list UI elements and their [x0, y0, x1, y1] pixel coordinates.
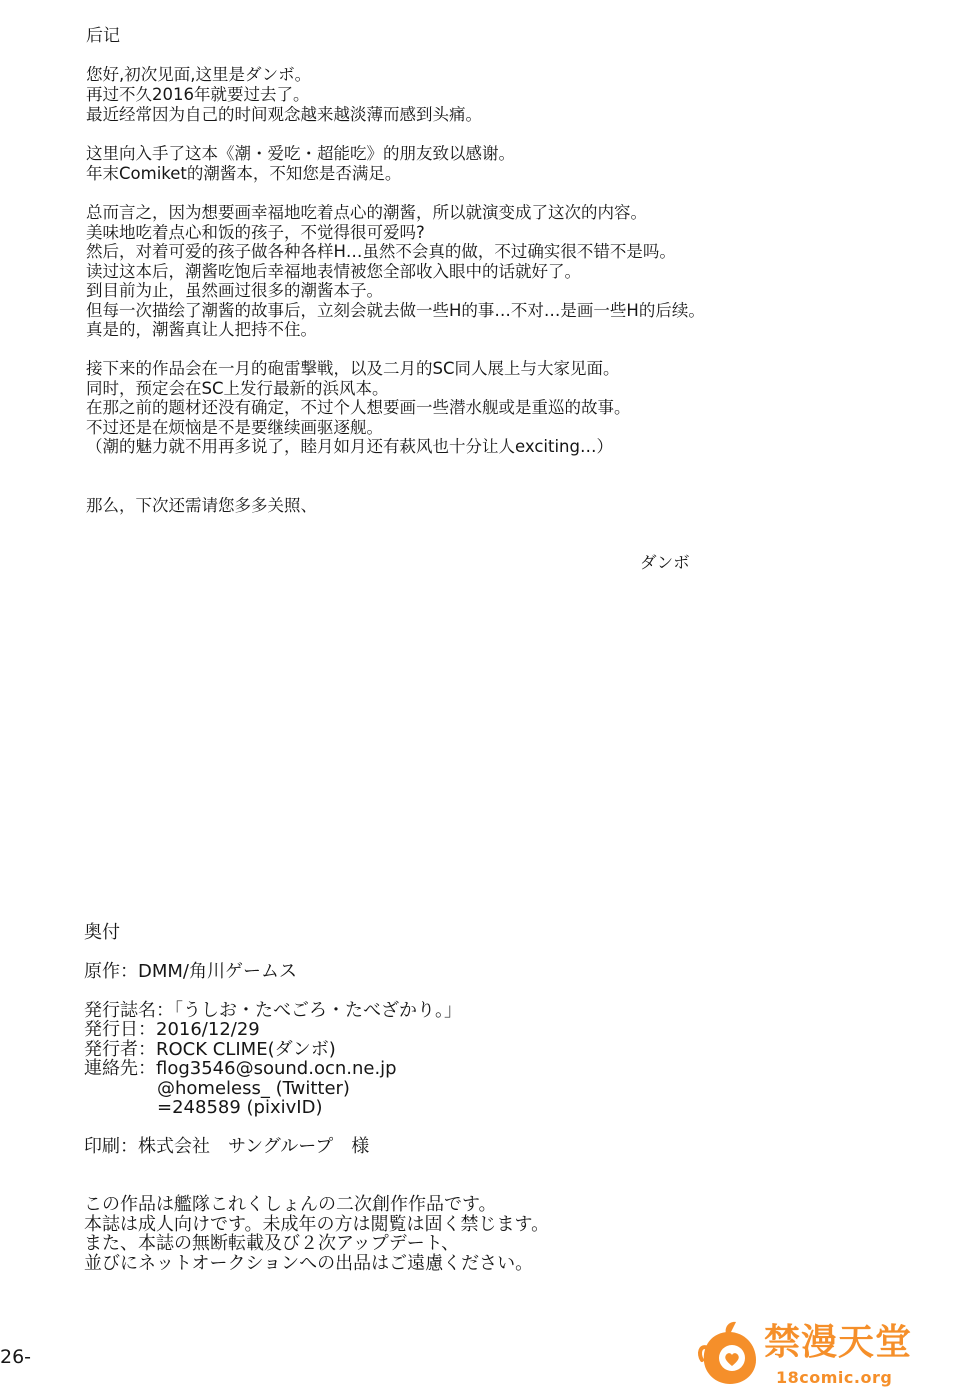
author-signature: ダンボ [640, 553, 690, 572]
afterword-line: 年末Comiket的潮酱本，不知您是否满足。 [86, 164, 402, 183]
afterword-line: 读过这本后，潮酱吃饱后幸福地表情被您全部收入眼中的话就好了。 [86, 262, 581, 281]
colophon-printer: 印刷：株式会社 サングループ 様 [84, 1136, 370, 1157]
afterword-line: （潮的魅力就不用再多说了，睦月如月还有萩风也十分让人exciting…） [86, 437, 613, 456]
colophon-date: 発行日：2016/12/29 [84, 1019, 260, 1040]
afterword-line: 真是的，潮酱真让人把持不住。 [86, 320, 317, 339]
colophon-notice: 本誌は成人向けです。未成年の方は閲覧は固く禁じます。 [84, 1214, 550, 1235]
colophon-publisher: 発行者：ROCK CLIME(ダンボ) [84, 1039, 336, 1060]
afterword-line: 到目前为止，虽然画过很多的潮酱本子。 [86, 281, 383, 300]
colophon-title: 発行誌名：「うしお・たべごろ・たべざかり。」 [84, 1000, 462, 1021]
colophon-notice: 並びにネットオークションへの出品はご遠慮ください。 [84, 1253, 534, 1274]
afterword-closing: 那么，下次还需请您多多关照、 [86, 496, 317, 515]
colophon-contact: 連絡先：flog3546@sound.ocn.ne.jp [84, 1058, 397, 1079]
colophon-original: 原作：DMM/角川ゲームス [84, 961, 297, 982]
watermark-title: 禁漫天堂 [764, 1322, 913, 1363]
page-number: 26- [0, 1346, 32, 1368]
afterword-line: 美味地吃着点心和饭的孩子，不觉得很可爱吗? [86, 223, 425, 242]
afterword-line: 在那之前的题材还没有确定，不过个人想要画一些潜水舰或是重巡的故事。 [86, 398, 631, 417]
afterword-line: 但每一次描绘了潮酱的故事后，立刻会就去做一些H的事…不对…是画一些H的后续。 [86, 301, 705, 320]
watermark-url: 18comic.org [776, 1368, 893, 1387]
watermark-logo-icon [696, 1318, 762, 1388]
colophon-pixiv: =248589 (pixivID) [157, 1097, 323, 1118]
colophon-notice: また、本誌の無断転載及び２次アップデート、 [84, 1233, 460, 1254]
afterword-line: 然后，对着可爱的孩子做各种各样H…虽然不会真的做，不过确实很不错不是吗。 [86, 242, 676, 261]
afterword-line: 接下来的作品会在一月的砲雷撃戦，以及二月的SC同人展上与大家见面。 [86, 359, 620, 378]
afterword-line: 总而言之，因为想要画幸福地吃着点心的潮酱，所以就演变成了这次的内容。 [86, 203, 647, 222]
afterword-line: 您好,初次见面,这里是ダンボ。 [86, 65, 312, 84]
colophon-notice: この作品は艦隊これくしょんの二次創作作品です。 [84, 1194, 497, 1215]
colophon-heading: 奥付 [84, 922, 120, 943]
afterword-line: 不过还是在烦恼是不是要继续画驱逐舰。 [86, 418, 383, 437]
colophon-twitter: @homeless_ (Twitter) [157, 1078, 350, 1099]
afterword-line: 再过不久2016年就要过去了。 [86, 85, 310, 104]
afterword-line: 同时，预定会在SC上发行最新的浜风本。 [86, 379, 389, 398]
afterword-line: 这里向入手了这本《潮・爱吃・超能吃》的朋友致以感谢。 [86, 144, 515, 163]
afterword-line: 最近经常因为自己的时间观念越来越淡薄而感到头痛。 [86, 105, 482, 124]
site-watermark [696, 1318, 926, 1392]
afterword-heading: 后记 [86, 26, 120, 46]
